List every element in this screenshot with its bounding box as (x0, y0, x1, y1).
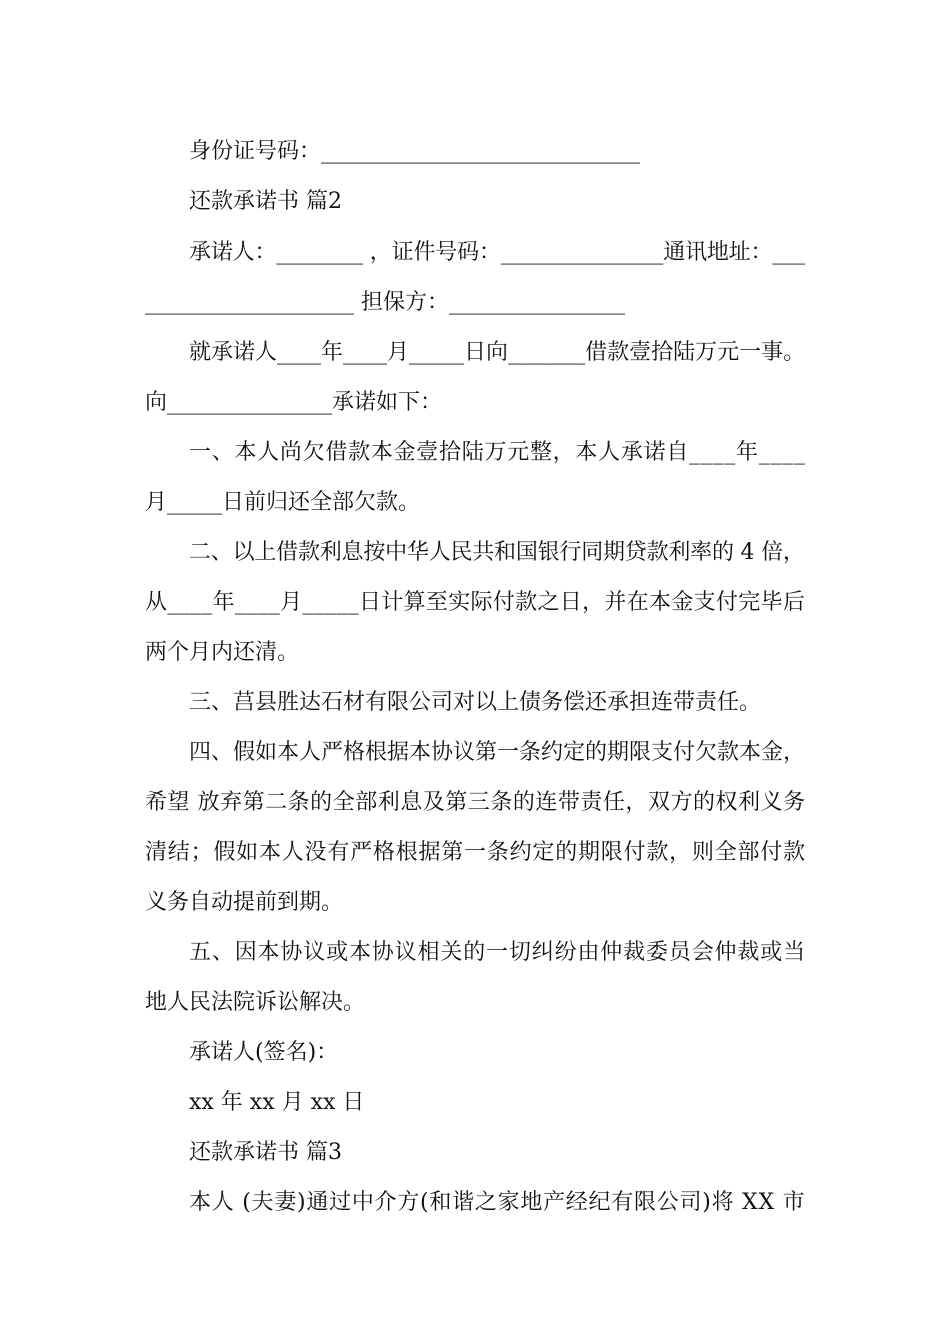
fill-blank: ____ (343, 340, 388, 365)
fill-blank: ____ (689, 440, 736, 465)
fill-blank: ________________ (449, 290, 625, 315)
line-text: 二、以上借款利息按中华人民共和国银行同期贷款利率的 4 倍， (189, 540, 805, 565)
line-text: xx 年 xx 月 xx 日 (189, 1090, 365, 1115)
text-line (145, 635, 299, 671)
text-line (189, 735, 805, 771)
text-line (189, 235, 805, 271)
line-text: 日前归还全部欠款。 (222, 490, 421, 515)
line-text: 借款壹拾陆万元一事。 (585, 340, 806, 365)
line-text: 向 (145, 390, 168, 415)
text-line (189, 1185, 805, 1221)
fill-blank: _____ (167, 490, 223, 515)
fill-blank: ____ (234, 590, 281, 615)
line-text: 两个月内还清。 (145, 640, 300, 665)
line-text: 还款承诺书 篇3 (189, 1140, 342, 1165)
line-text: ，证件号码： (362, 240, 501, 265)
line-text: 日向 (464, 340, 509, 365)
fill-blank: ___________________ (145, 290, 354, 315)
text-line (189, 1085, 364, 1121)
text-line (189, 1035, 338, 1071)
line-text: 承诺如下： (332, 390, 443, 415)
text-line (145, 485, 420, 521)
line-text: 还款承诺书 篇2 (189, 189, 342, 214)
fill-blank: _____ (302, 590, 359, 615)
fill-blank: ____ (758, 440, 806, 465)
text-line (189, 685, 761, 721)
line-text: 三、莒县胜达石材有限公司对以上债务偿还承担连带责任。 (189, 690, 762, 715)
fill-blank: ____ (167, 590, 213, 615)
line-text: 五、因本协议或本协议相关的一切纠纷由仲裁委员会仲裁或当 (189, 940, 806, 965)
text-line (189, 935, 806, 971)
fill-blank: _______________ (500, 240, 664, 265)
line-text: 担保方： (354, 290, 449, 315)
line-text: 年 (212, 590, 235, 615)
text-line (189, 184, 342, 220)
text-line (145, 885, 343, 921)
text-line (145, 585, 805, 621)
fill-blank: _______ (508, 340, 586, 365)
line-text: 年 (735, 440, 759, 465)
text-line (145, 385, 442, 421)
line-text: 身份证号码： (189, 139, 322, 164)
fill-blank: _______________ (167, 390, 333, 415)
line-text: 月 (387, 340, 410, 365)
text-line (145, 285, 625, 321)
line-text: 通讯地址： (663, 240, 773, 265)
line-text: 承诺人(签名)： (189, 1040, 339, 1065)
line-text: 义务自动提前到期。 (145, 890, 344, 915)
fill-blank: _____________________________ (321, 139, 641, 164)
line-text: 年 (321, 340, 344, 365)
text-line (189, 535, 805, 571)
line-text: 地人民法院诉讼解决。 (145, 990, 366, 1015)
line-text: 就承诺人 (189, 340, 278, 365)
line-text: 日计算至实际付款之日，并在本金支付完毕后 (359, 590, 806, 615)
text-line (189, 335, 805, 371)
line-text: 一、本人尚欠借款本金壹拾陆万元整，本人承诺自 (189, 440, 690, 465)
text-line (189, 1135, 342, 1171)
line-text: 清结；假如本人没有严格根据第一条约定的期限付款，则全部付款 (145, 840, 806, 865)
line-text: 承诺人： (189, 240, 277, 265)
fill-blank: _____ (409, 340, 465, 365)
fill-blank: ____ (277, 340, 322, 365)
text-line (189, 435, 806, 471)
line-text: 从 (145, 590, 168, 615)
fill-blank: ___ (772, 240, 805, 265)
line-text: 本人 (夫妻)通过中介方(和谐之家地产经纪有限公司)将 XX 市 (189, 1190, 806, 1215)
line-text: 月 (145, 490, 168, 515)
text-line (145, 985, 365, 1021)
text-line (189, 134, 640, 170)
line-text: 月 (280, 590, 303, 615)
text-line (145, 835, 806, 871)
fill-blank: ________ (276, 240, 363, 265)
line-text: 希望 放弃第二条的全部利息及第三条的连带责任，双方的权利义务 (145, 790, 806, 815)
text-line (145, 785, 806, 821)
line-text: 四、假如本人严格根据本协议第一条约定的期限支付欠款本金， (189, 740, 806, 765)
